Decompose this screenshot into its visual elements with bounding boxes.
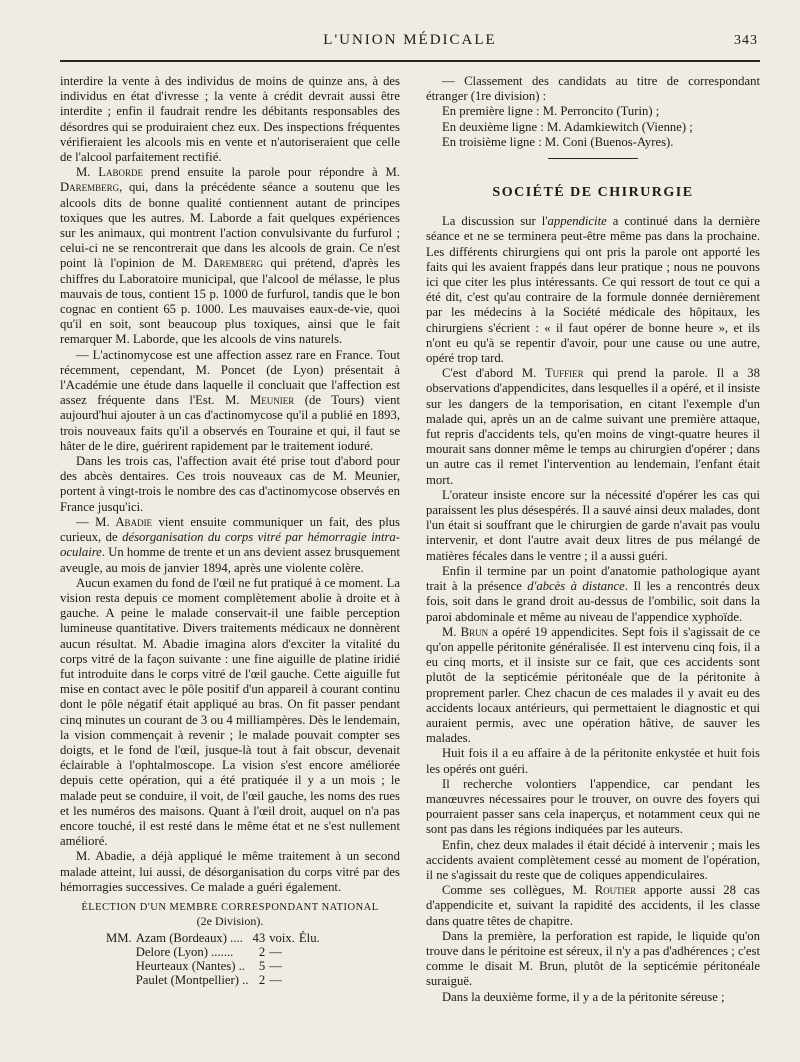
vote-prefix [106, 973, 136, 987]
paragraph: Dans les trois cas, l'affection avait été prise tout d'abord pour des abcès dentaires. Ces trois nouveaux cas de M. Meunier, portent à vingt-trois le nombre des cas d'actinomycose observés en France jusqu'ici. [60, 454, 400, 514]
page-header [60, 30, 760, 54]
paragraph: Dans la deuxième forme, il y a de la péritonite séreuse ; [442, 989, 725, 1004]
vote-count: 43 [252, 931, 266, 946]
author-name: M. Routier [572, 883, 637, 898]
election-title: ÉLECTION D'UN MEMBRE CORRESPONDANT NATIONAL [81, 901, 379, 913]
paragraph: Enfin, chez deux malades il était décidé à intervenir ; mais les accidents avaient complètement cessé au moment de l'opération, il ne s'agissait du reste que de coliques appendiculaires. [426, 837, 760, 882]
author-name: M. Daremberg [181, 256, 264, 271]
italic-title: désorganisation du corps vitré par hémorragie intra-oculaire [60, 530, 400, 560]
paragraph: Enfin il termine par un point d'anatomie pathologique ayant trait à la présence d'abcès à distance. Il les a rencontrés deux fois, soit dans le grand droit au-dessus de l'ombilic, soit dans la paroi abdominale et même au niveau de l'appendice xyphoïde. [426, 563, 760, 624]
paragraph: Comme ses collègues, M. Routier apporte aussi 28 cas d'appendicite et, suivant la rapidité des accidents, il les classe dans quatre têtes de chapitre. [426, 883, 760, 928]
author-name: M. Meunier [225, 393, 295, 408]
vote-unit: — [269, 945, 282, 960]
votes-table [106, 931, 324, 987]
paragraph: Dans la première, la perforation est rapide, le liquide qu'on trouve dans le péritoine est séreux, il n'y a pas d'adhérences ; c'est comme le disait M. Brun, plutôt de la septicémie péritonéale suraiguë. [426, 928, 760, 989]
author-name: M. Abadie [95, 514, 153, 529]
author-name: M. Daremberg [60, 165, 400, 195]
left-column [60, 74, 400, 987]
paragraph: Aucun examen du fond de l'œil ne fut pratiqué à ce moment. La vision resta depuis ce moment complètement abolie à droite et à gauche. A peine le malade conservait-il une faible perception lumineuse quantitative. Divers traitements médicaux ne donnèrent aucun résultat. M. Abadie imagina alors d'exciter la vitalité du corps vitré de la façon suivante : une fine aiguille de platine iridié fut introduite dans le corps vitré de l'œil gauche. Cette aiguille fut mise en contact avec le pôle positif d'un appareil à courant continu dont le pôle négatif était appliqué au bras. On fit passer pendant cinq minutes un courant de 3 ou 4 milliampères. Dès le lendemain, la vision commençait à revenir ; le malade pouvait compter ses doigts, et le fond de l'œil, jusque-là tout à fait obscur, devenait éclairable à l'ophtalmoscope. La vision s'est encore améliorée depuis cette opération, qui a été pratiquée il y a un mois ; le malade peut se conduire, il voit, de l'œil gauche, les noms des rues et les numéros des maisons. Quant à l'œil droit, auquel on n'a pas encore touché, il est resté dans le même état et ne s'est nullement amélioré. [60, 575, 400, 849]
vote-prefix: MM. [106, 931, 132, 946]
vote-row [106, 945, 324, 959]
running-title: L'UNION MÉDICALE [323, 32, 497, 48]
paragraph: — Classement des candidats au titre de correspondant étranger (1re division) : [426, 74, 760, 104]
paragraph: M. Abadie, a déjà appliqué le même traitement à un second malade atteint, lui aussi, de désorganisation du corps vitré par des hémorragies successives. Ce malade a guéri également. [60, 849, 400, 894]
author-name: M. Tuffier [521, 366, 584, 381]
vote-name: Heurteaux (Nantes) .. [135, 959, 245, 974]
vote-row [106, 959, 324, 973]
author-name: M. Laborde [76, 165, 144, 180]
vote-count: 2 [258, 973, 266, 988]
paragraph: L'orateur insiste encore sur la nécessité d'opérer les cas qui paraissent les plus désespérés. Il a sauvé ainsi deux malades, dont l'un était si souffrant que le chirurgien de garde n'avait pas voulu intervenir, et dont l'autre avait deux litres de pus mélangé de matières fécales dans le ventre ; il a aussi guéri. [426, 487, 760, 563]
vote-prefix [106, 959, 136, 973]
author-name: M. Brun [442, 624, 489, 639]
vote-name: Paulet (Montpellier) .. [135, 973, 249, 988]
right-column [426, 74, 760, 1005]
vote-row [106, 973, 324, 987]
vote-result [299, 945, 324, 959]
vote-unit: — [269, 959, 282, 974]
header-rule [60, 60, 760, 62]
paragraph: interdire la vente à des individus de moins de quinze ans, à des individus en état d'ivresse ; la vente à crédit devrait aussi être interdite ; enfin il faudrait rendre les débitants responsables des désordres qui se produiraient chez eux. Des inspections fréquentes vérifieraient les alcools mis en vente et n'autoriseraient que celle de l'alcool parfaitement rectifié. [60, 74, 400, 165]
vote-result: Élu. [298, 931, 320, 946]
vote-unit: — [269, 973, 282, 988]
paragraph: M. Laborde prend ensuite la parole pour répondre à M. Daremberg, qui, dans la précédente séance a soutenu que les alcools dits de bonne qualité contiennent autant de principes toxiques que les autres. M. Laborde a fait quelques expériences sur les animaux, qui montrent l'action convulsivante du furfurol ; celui-ci ne se rencontrerait que dans les alcools de grain. Ce n'est point là l'opinion de M. Daremberg qui prétend, d'après les chiffres du Laboratoire municipal, que l'alcool de mélasse, le plus mauvais de tous, contient 15 p. 1000 de furfurol, tandis que le bon cognac en contient 65 p. 1000. Les mauvaises eaux-de-vie, quoi qu'il en soit, sont beaucoup plus toxiques, ainsi que le fait remarquer M. Laborde, que les alcools de vins naturels. [60, 165, 401, 347]
vote-result [299, 959, 324, 973]
paragraph: — L'actinomycose est une affection assez rare en France. Tout récemment, cependant, M. Poncet (de Lyon) présentait à l'Académie une étude dans laquelle il concluait que l'affection est assez fréquente dans l'Est. M. Meunier (de Tours) vient aujourd'hui ajouter à un cas d'actinomycose qu'il a publié en 1893, trois nouveaux faits qu'il a observés en Touraine et qui, il faut se hâter de le dire, guérirent rapidement par le traitement ioduré. [60, 347, 401, 453]
vote-result [299, 973, 324, 987]
vote-count: 5 [258, 959, 266, 974]
page-number: 343 [734, 33, 758, 48]
ranking-line: En première ligne : M. Perroncito (Turin) ; [442, 104, 660, 119]
paragraph: Huit fois il a eu affaire à de la péritonite enkystée et huit fois les opérés ont guéri. [426, 746, 760, 776]
vote-name: Delore (Lyon) ....... [135, 945, 234, 960]
vote-row [106, 931, 324, 945]
section-rule [548, 158, 638, 159]
section-heading: SOCIÉTÉ DE CHIRURGIE [492, 185, 694, 201]
paragraph: La discussion sur l'appendicite a continué dans la dernière séance et ne se terminera peut-être même pas dans la prochaine. Les différents chirurgiens qui ont pris la parole ont apporté les faits qui les avaient frappés dans leur pratique ; nous ne pouvons ici que citer les plus intéressants. Ce qui ressort de tout ce qui a été dit, c'est qu'au contraire de la formule donnée dernièrement par les médecins à la Société médicale des hôpitaux, les chirurgiens s'écrient : « il faut opérer de bonne heure », et ils n'ont eu qu'à se repentir d'avoir, pour une cause ou une autre, opéré trop tard. [426, 214, 760, 366]
election-subtitle: (2e Division). [196, 913, 264, 928]
ranking-line: En deuxième ligne : M. Adamkiewitch (Vienne) ; [442, 119, 693, 134]
paragraph: C'est d'abord M. Tuffier qui prend la parole. Il a 38 observations d'appendicites, dans lesquelles il a opéré, et il insiste sur les dangers de la temporisation, en citant l'exemple d'un malade qui, après un an de calme suivant une première attaque, fut repris d'accidents tels, qu'en moins de vingt-quatre heures il mourait sans donner même le temps au chirurgien d'opérer ; dans un autre cas il remet l'intervention au lendemain, l'enfant était mort. [426, 366, 760, 487]
vote-name: Azam (Bordeaux) .... [135, 931, 243, 946]
vote-count: 2 [258, 945, 266, 960]
paragraph: M. Brun a opéré 19 appendicites. Sept fois il s'agissait de ce qu'on appelle péritonite généralisée. Il est intervenu cinq fois, il a eu cinq morts, et il insiste sur ce fait, que ces accidents sont plutôt de la septicémie péritonéale que de la péritonite à proprement parler. Chez chacun de ces malades il y avait eu des accidents locaux antérieurs, qui permettaient le diagnostic et qui auraient permis, avec une opération hâtive, de sauver les malades. [426, 624, 761, 746]
vote-unit: voix. [269, 931, 295, 946]
ranking-line: En troisième ligne : M. Coni (Buenos-Ayres). [442, 134, 674, 149]
paragraph: — M. Abadie vient ensuite communiquer un fait, des plus curieux, de désorganisation du corps vitré par hémorragie intra-oculaire. Un homme de trente et un ans devient assez brusquement aveugle, au mois de janvier 1894, après une violente colère. [60, 514, 400, 575]
vote-prefix [106, 945, 136, 959]
paragraph: Il recherche volontiers l'appendice, car pendant les manœuvres nécessaires pour le trouver, on ouvre des foyers qui pourraient passer sans cela inaperçus, et notamment ceux qui ne sont pas dans les régions indiquées par les auteurs. [426, 776, 760, 837]
